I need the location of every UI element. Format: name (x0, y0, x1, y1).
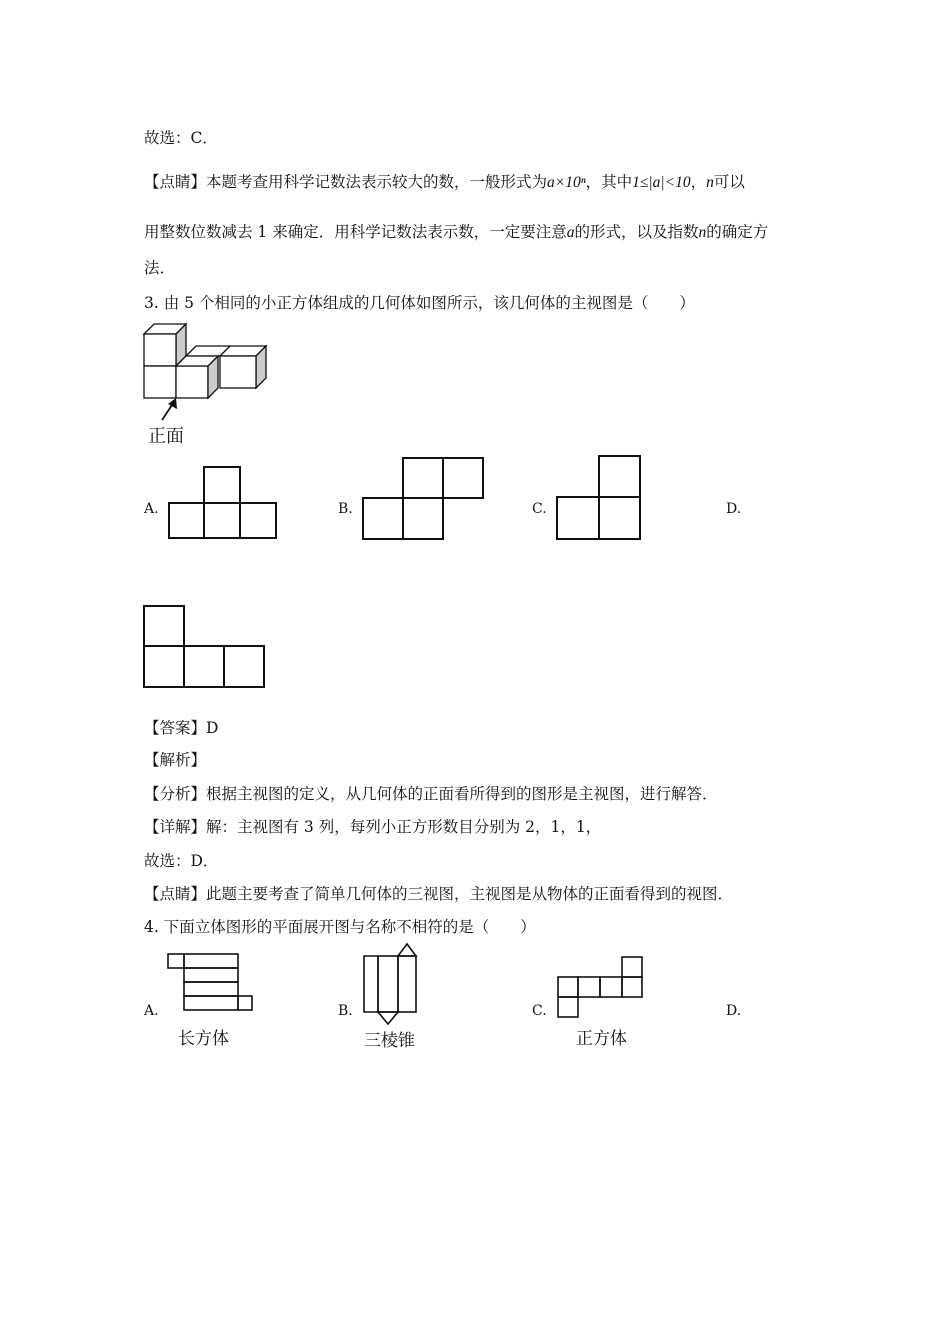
q3-fenxi: 【分析】根据主视图的定义，从几何体的正面看所得到的图形是主视图，进行解答． (144, 785, 718, 803)
q4-option-c-figure (556, 955, 646, 1019)
q3-front-label: 正面 (148, 426, 184, 447)
q3-option-a-figure (168, 466, 278, 540)
q3-cube-figure (140, 322, 270, 404)
q3-analysis-heading: 【解析】 (144, 751, 207, 769)
q4-caption-b: 三棱锥 (364, 1031, 415, 1051)
q3-xiangjie: 【详解】解：主视图有 3 列，每列小正方形数目分别为 2，1，1， (144, 818, 602, 836)
prev-note-line3: 法． (144, 259, 176, 277)
prev-note-n: n (706, 174, 714, 191)
q3-stem: 3. 由 5 个相同的小正方体组成的几何体如图所示，该几何体的主视图是（ ） (144, 294, 695, 312)
q3-option-a-label: A. (144, 501, 159, 517)
q3-arrow-icon (158, 398, 182, 422)
q3-dianjing: 【点睛】此题主要考查了简单几何体的三视图，主视图是从物体的正面看得到的视图． (144, 885, 734, 903)
prev-note-line2-var-n: n (698, 224, 707, 241)
prev-note-line2-c: 的形式，以及指数 (574, 223, 699, 241)
q3-choice: 故选：D． (144, 852, 219, 870)
q3-option-c-figure (556, 455, 642, 541)
q4-option-c-label: C. (532, 1003, 547, 1019)
q3-option-c-label: C. (532, 501, 547, 517)
prev-note-text4: 可以 (713, 173, 745, 191)
prev-note-text3: ， (690, 173, 707, 191)
prev-note-line2 (144, 222, 768, 243)
q3-option-b-figure (362, 457, 484, 541)
prev-note-line2-e: 的确定方 (706, 223, 769, 241)
prev-note-text2: ，其中 (585, 173, 633, 191)
q4-stem: 4. 下面立体图形的平面展开图与名称不相符的是（ ） (144, 918, 536, 936)
q4-option-b-label: B. (338, 1003, 353, 1019)
prev-note-text1: 【点睛】本题考查用科学记数法表示较大的数，一般形式为 (144, 173, 548, 191)
prev-note-range: 1≤|a|<10 (632, 174, 691, 191)
prev-note-line1 (144, 172, 745, 193)
q4-caption-a: 长方体 (178, 1029, 229, 1049)
q4-caption-c: 正方体 (576, 1029, 627, 1049)
q4-option-a-label: A. (144, 1003, 159, 1019)
q3-option-d-label: D. (726, 501, 742, 517)
q4-option-a-figure (166, 952, 256, 1018)
q3-option-d-figure (143, 605, 267, 689)
prev-note-line2-var-a: a (566, 224, 575, 241)
q4-option-d-label: D. (726, 1003, 742, 1019)
prev-note-line2-a: 用整数位数减去 1 来确定．用科学记数法表示数，一定要注意 (144, 223, 567, 241)
q3-option-b-label: B. (338, 501, 353, 517)
q3-answer: 【答案】D (144, 719, 219, 737)
prev-choice: 故选：C． (144, 129, 218, 147)
q4-option-b-figure (360, 942, 422, 1026)
prev-note-formula: a×10ⁿ (547, 174, 586, 191)
